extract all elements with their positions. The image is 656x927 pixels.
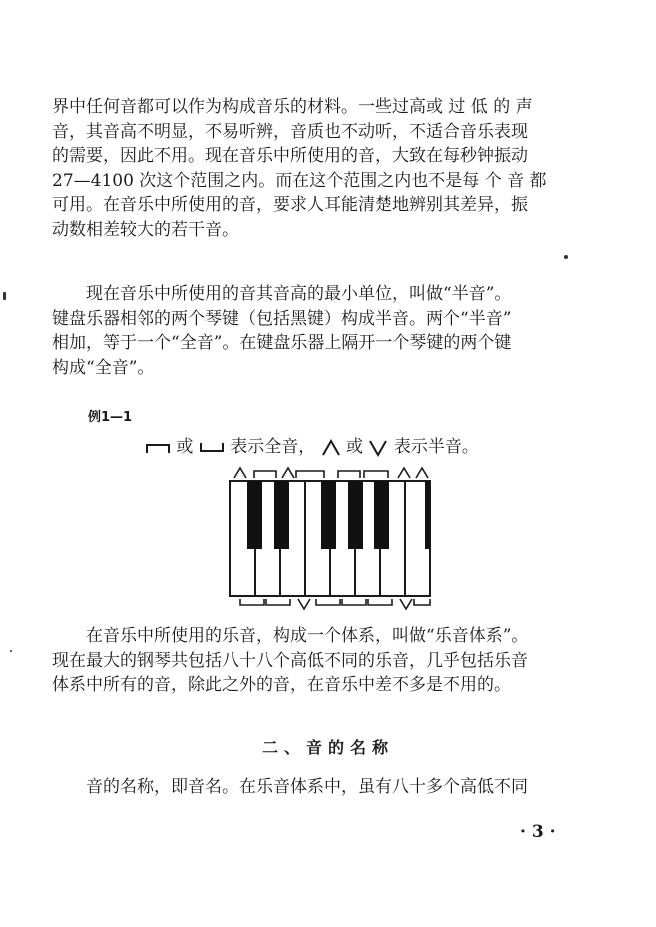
whole-tone-bracket-mark: [368, 599, 392, 605]
semitone-v-mark: [400, 599, 412, 609]
semitone-v-icon: [368, 439, 388, 457]
whole-tone-bracket-mark: [316, 599, 340, 605]
section-heading: 二、音的名称: [261, 738, 394, 757]
whole-tone-bracket-mark: [240, 599, 264, 605]
black-key: [374, 481, 389, 549]
example-label: 例1—1: [88, 410, 133, 425]
whole-tone-bracket-mark: [254, 471, 276, 478]
text-line: 体系中所有的音，除此之外的音，在音乐中差不多是不用的。: [52, 675, 511, 695]
top-interval-marks: [234, 468, 428, 478]
black-key: [247, 481, 262, 549]
semitone-caret-icon: [321, 439, 341, 457]
text-line: 相加，等于一个“全音”。在键盘乐器上隔开一个琴键的两个键: [52, 333, 512, 353]
whole-tone-under-bracket-icon: [199, 441, 225, 455]
bottom-interval-marks: [240, 599, 430, 609]
text-line: 现在最大的钢琴共包括八十八个高低不同的乐音，几乎包括乐音: [52, 650, 528, 671]
whole-tone-bracket-mark: [342, 599, 366, 605]
text-line: 动数相差较大的若干音。: [52, 219, 239, 240]
text-line: 27—4100 次这个范围之内。而在这个范围之内也不是每 个 音 都: [52, 170, 547, 191]
legend-semitone-text: 表示半音。: [393, 437, 479, 457]
paragraph-semitone: [52, 282, 582, 380]
text-line: 音，其音高不明显，不易听辨，音质也不动听，不适合音乐表现: [52, 121, 528, 142]
scan-speck: [10, 650, 12, 652]
paragraph-tone-system: [52, 624, 582, 698]
black-key: [425, 481, 430, 549]
text-line: 的需要，因此不用。现在音乐中所使用的音，大致在每秒钟振动: [52, 146, 528, 166]
black-key: [348, 481, 363, 549]
text-line: 现在音乐中所使用的音其音高的最小单位，叫做“半音”。: [86, 284, 512, 304]
text-line: 键盘乐器相邻的两个琴键（包括黑键）构成半音。两个“半音”: [52, 308, 512, 329]
semitone-caret-mark: [398, 468, 410, 478]
scan-speck: [3, 292, 6, 300]
legend-or-1: 或: [176, 437, 194, 457]
whole-tone-bracket-mark: [414, 599, 430, 605]
whole-tone-bracket-mark: [338, 471, 360, 478]
text-line: 音的名称，即音名。在乐音体系中，虽有八十多个高低不同: [86, 777, 528, 797]
legend-line: [145, 432, 479, 457]
page-number: · 3 ·: [520, 822, 556, 842]
whole-tone-bracket-mark: [364, 471, 388, 478]
whole-tone-over-bracket-icon: [145, 441, 171, 455]
text-line: 可用。在音乐中所使用的音，要求人耳能清楚地辨别其差异，振: [52, 195, 528, 215]
legend-or-2: 或: [346, 437, 364, 457]
piano-keyboard-diagram: [220, 466, 440, 616]
black-key: [321, 481, 336, 549]
whole-tone-bracket-mark: [266, 599, 290, 605]
text-line: 构成“全音”。: [52, 357, 155, 378]
text-line: 界中任何音都可以作为构成音乐的材料。一些过高或 过 低 的 声: [52, 97, 533, 117]
text-line: 在音乐中所使用的乐音，构成一个体系，叫做“乐音体系”。: [86, 626, 529, 646]
semitone-caret-mark: [234, 468, 246, 478]
scan-speck: [564, 255, 568, 259]
whole-tone-bracket-mark: [296, 471, 324, 478]
semitone-caret-mark: [416, 468, 428, 478]
paragraph-continuation: [52, 95, 582, 242]
semitone-caret-mark: [282, 468, 294, 478]
paragraph-note-names: [52, 775, 582, 800]
black-key: [274, 481, 289, 549]
semitone-v-mark: [298, 599, 310, 609]
legend-whole-tone-text: 表示全音，: [230, 437, 316, 457]
